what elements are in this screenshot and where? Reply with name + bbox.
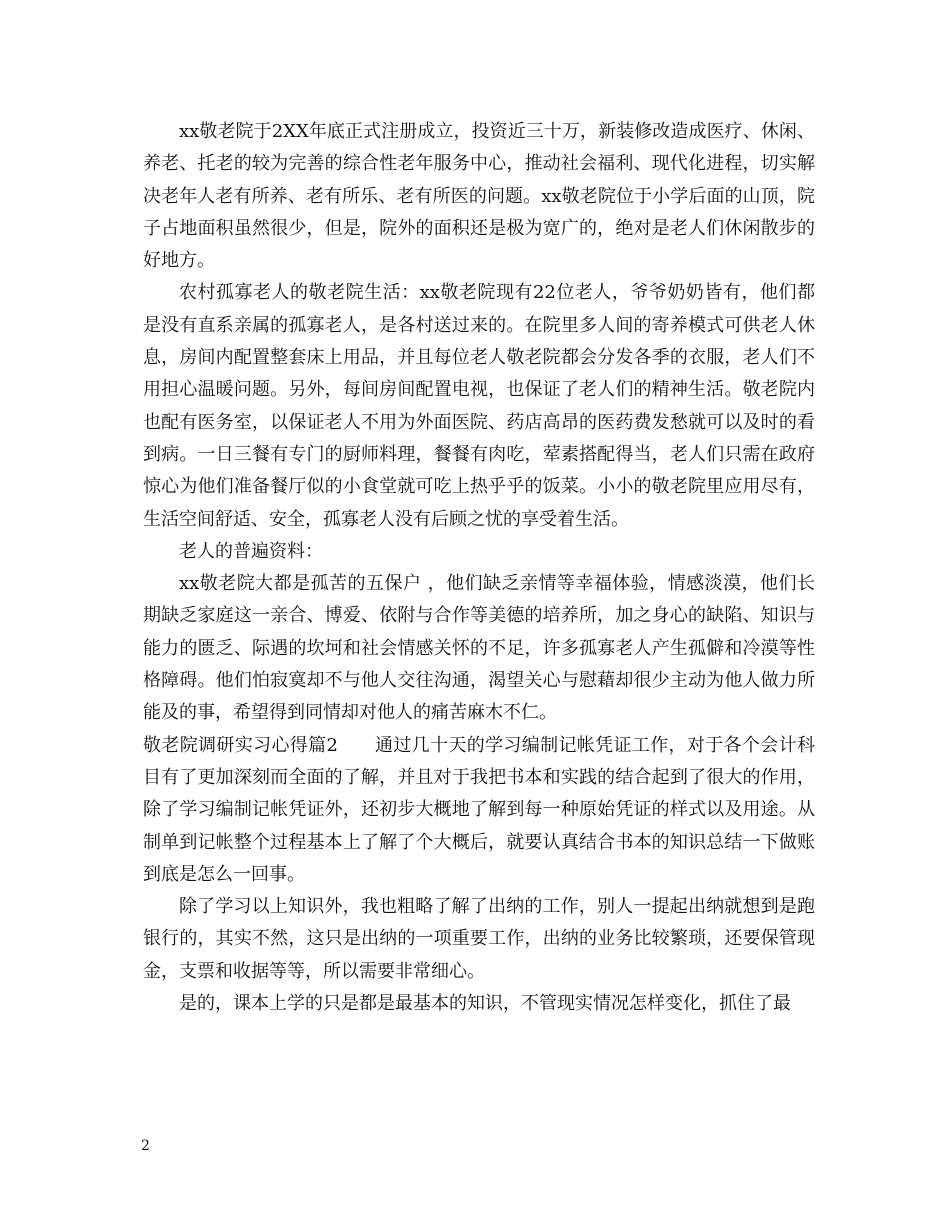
paragraph-nursing-home-life: 农村孤寡老人的敬老院生活：xx敬老院现有22位老人，爷爷奶奶皆有，他们都是没有直系亲属的孤寡老人，是各村送过来的。在院里多人间的寄养模式可供老人休息，房间内配置整套床上用品，并且每位老人敬老院都会分发各季的衣服，老人们不用担心温暖问题。另外，每间房间配置电视，也保证了老人们的精神生活。敬老院内也配有医务室，以保证老人不用为外面医院、药店高昂的医药费发愁就可以及时的看到病。一日三餐有专门的厨师料理，餐餐有肉吃，荤素搭配得当，老人们只需在政府惊心为他们准备餐厅似的小食堂就可吃上热乎乎的饭菜。小小的敬老院里应用尽有，生活空间舒适、安全，孤寡老人没有后顾之忧的享受着生活。 xyxy=(143,282,815,530)
paragraph-textbook-knowledge: 是的，课本上学的只是都是最基本的知识，不管现实情况怎样变化，抓住了最 xyxy=(179,993,791,1015)
paragraph-elderly-info-heading: 老人的普遍资料： xyxy=(179,540,323,562)
page-number: 2 xyxy=(141,1138,150,1154)
paragraph-nursing-home-intro: xx敬老院于2XX年底正式注册成立，投资近三十万，新装修改造成医疗、休闲、养老、托老的较为完善的综合性老年服务中心，推动社会福利、现代化进程，切实解决老年人老有所养、老有所乐、老有所医的问题。xx敬老院位于小学后面的山顶，院子占地面积虽然很少，但是，院外的面积还是极为宽广的，绝对是老人们休闲散步的好地方。 xyxy=(143,121,815,272)
paragraph-elderly-info: xx敬老院大都是孤苦的五保户 ，他们缺乏亲情等幸福体验，情感淡漠，他们长期缺乏家庭这一亲合、博爱、依附与合作等美德的培养所，加之身心的缺陷、知识与能力的匮乏、际遇的坎坷和社会情感关怀的不足，许多孤寡老人产生孤僻和冷漠等性格障碍。他们怕寂寞却不与他人交往沟通，渴望关心与慰藉却很少主动为他人做力所能及的事，希望得到同情却对他人的痛苦麻木不仁。 xyxy=(143,573,815,724)
paragraph-cashier-work: 除了学习以上知识外，我也粗略了解了出纳的工作，别人一提起出纳就想到是跑银行的，其实不然，这只是出纳的一项重要工作，出纳的业务比较繁琐，还要保管现金，支票和收据等等，所以需要非常细心。 xyxy=(143,896,815,982)
document-body xyxy=(143,116,815,1020)
paragraph-article-2-start: 敬老院调研实习心得篇2 通过几十天的学习编制记帐凭证工作，对于各个会计科目有了更加深刻而全面的了解，并且对于我把书本和实践的结合起到了很大的作用，除了学习编制记帐凭证外，还初步大概地了解到每一种原始凭证的样式以及用途。从制单到记帐整个过程基本上了解了个大概后，就要认真结合书本的知识总结一下做账到底是怎么一回事。 xyxy=(143,734,815,885)
